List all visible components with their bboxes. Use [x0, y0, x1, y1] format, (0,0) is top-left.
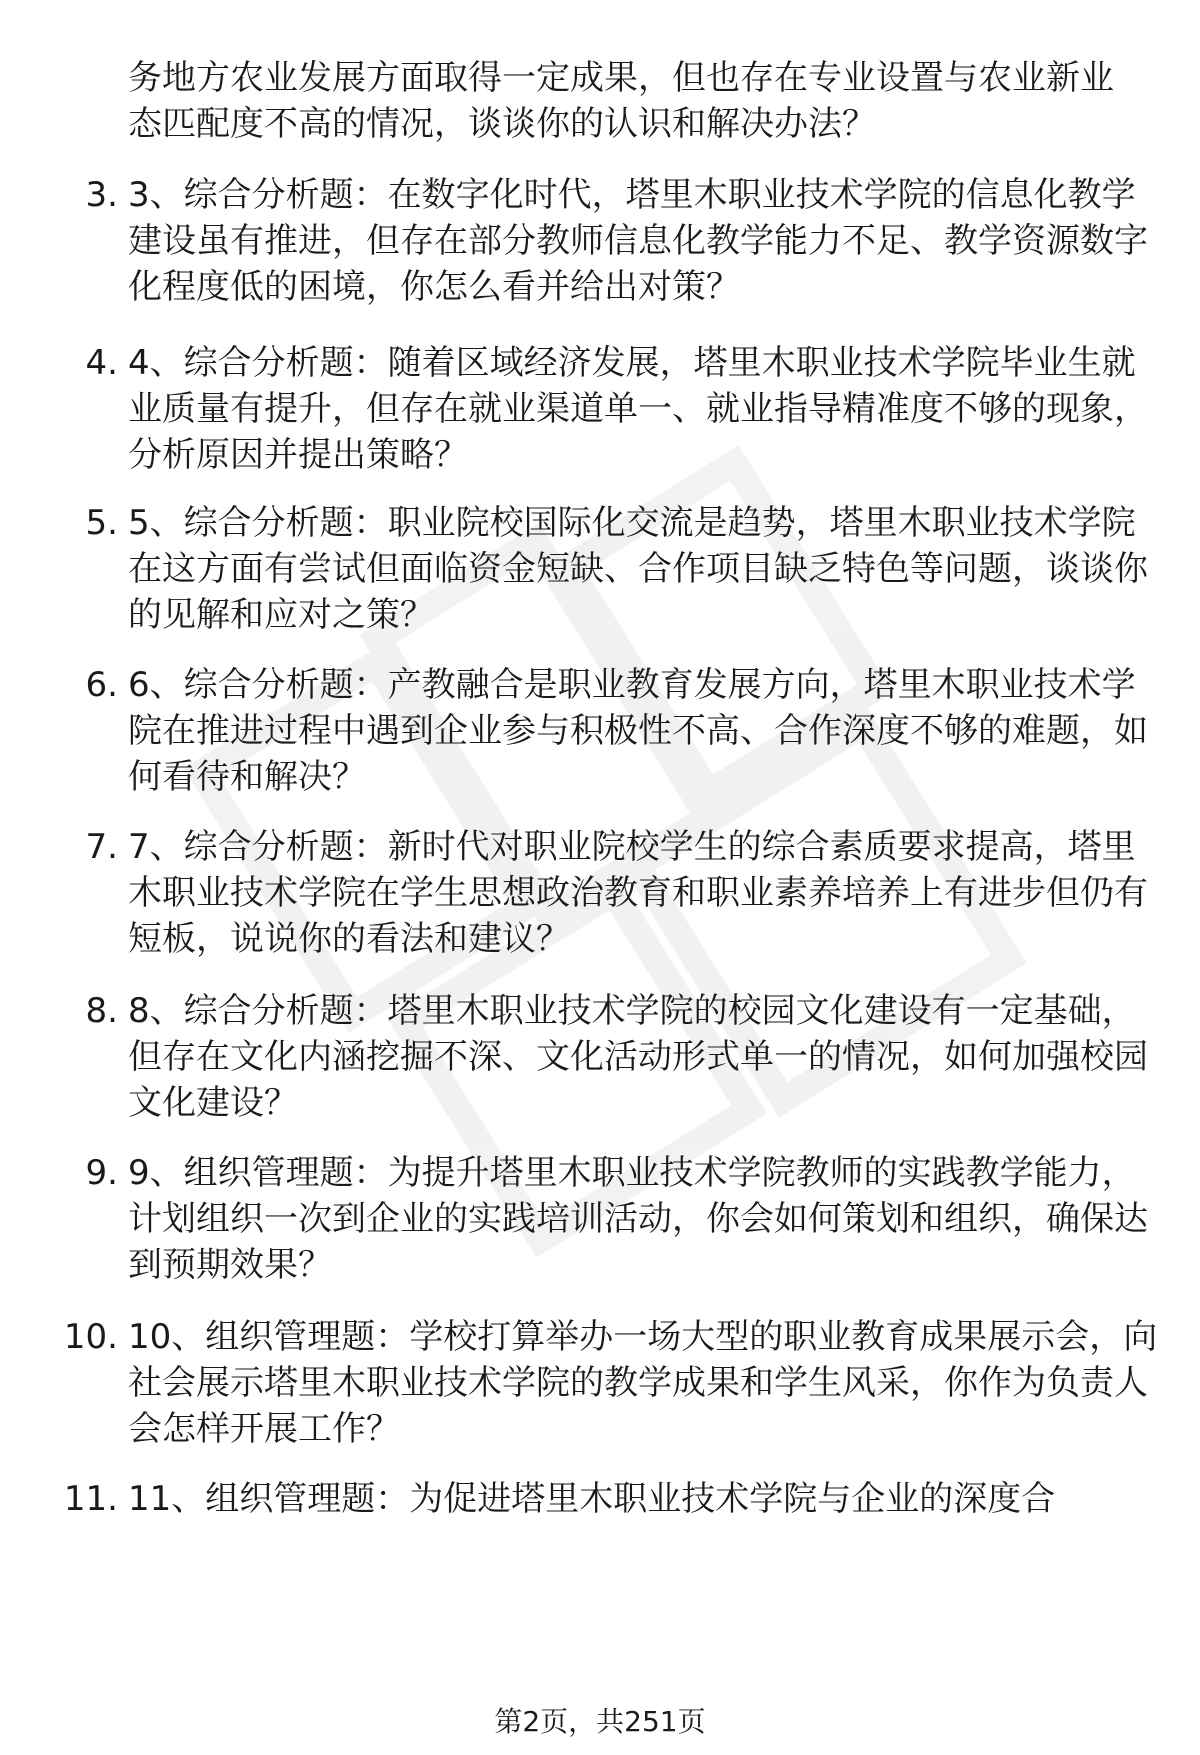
list-item-number: 5.: [85, 503, 118, 543]
list-item-text: 4、综合分析题：随着区域经济发展，塔里木职业技术学院毕业生就业质量有提升，但存在就业渠道单一、就业指导精准度不够的现象，分析原因并提出策略？: [128, 343, 1148, 475]
list-item-text: 9、组织管理题：为提升塔里木职业技术学院教师的实践教学能力，计划组织一次到企业的实践培训活动，你会如何策划和组织，确保达到预期效果？: [128, 1153, 1148, 1285]
list-item-number: 6.: [85, 665, 118, 705]
list-item-number: 8.: [85, 991, 118, 1031]
list-item-text: 7、综合分析题：新时代对职业院校学生的综合素质要求提高，塔里木职业技术学院在学生思想政治教育和职业素养培养上有进步但仍有短板，说说你的看法和建议？: [128, 827, 1148, 959]
list-item-text: 5、综合分析题：职业院校国际化交流是趋势，塔里木职业技术学院在这方面有尝试但面临资金短缺、合作项目缺乏特色等问题，谈谈你的见解和应对之策？: [128, 503, 1148, 635]
continuation-paragraph: 务地方农业发展方面取得一定成果，但也存在专业设置与农业新业态匹配度不高的情况，谈谈你的认识和解决办法？: [128, 58, 1114, 144]
list-item-text: 6、综合分析题：产教融合是职业教育发展方向，塔里木职业技术学院在推进过程中遇到企业参与积极性不高、合作深度不够的难题，如何看待和解决？: [128, 665, 1148, 797]
list-item-text: 3、综合分析题：在数字化时代，塔里木职业技术学院的信息化教学建设虽有推进，但存在部分教师信息化教学能力不足、教学资源数字化程度低的困境，你怎么看并给出对策？: [128, 175, 1148, 307]
list-item-number: 4.: [85, 343, 118, 383]
list-item-text: 11、组织管理题：为促进塔里木职业技术学院与企业的深度合: [128, 1479, 1056, 1519]
list-item-text: 8、综合分析题：塔里木职业技术学院的校园文化建设有一定基础，但存在文化内涵挖掘不深、文化活动形式单一的情况，如何加强校园文化建设？: [128, 991, 1148, 1123]
list-item-number: 7.: [85, 827, 118, 867]
list-item-number: 10.: [63, 1317, 118, 1357]
list-item-number: 3.: [85, 175, 118, 215]
list-item-text: 10、组织管理题：学校打算举办一场大型的职业教育成果展示会，向社会展示塔里木职业技术学院的教学成果和学生风采，你作为负责人会怎样开展工作？: [128, 1317, 1158, 1449]
list-item-number: 9.: [85, 1153, 118, 1193]
list-item-number: 11.: [63, 1479, 118, 1519]
page-number-footer: 第2页，共251页: [494, 1705, 706, 1738]
